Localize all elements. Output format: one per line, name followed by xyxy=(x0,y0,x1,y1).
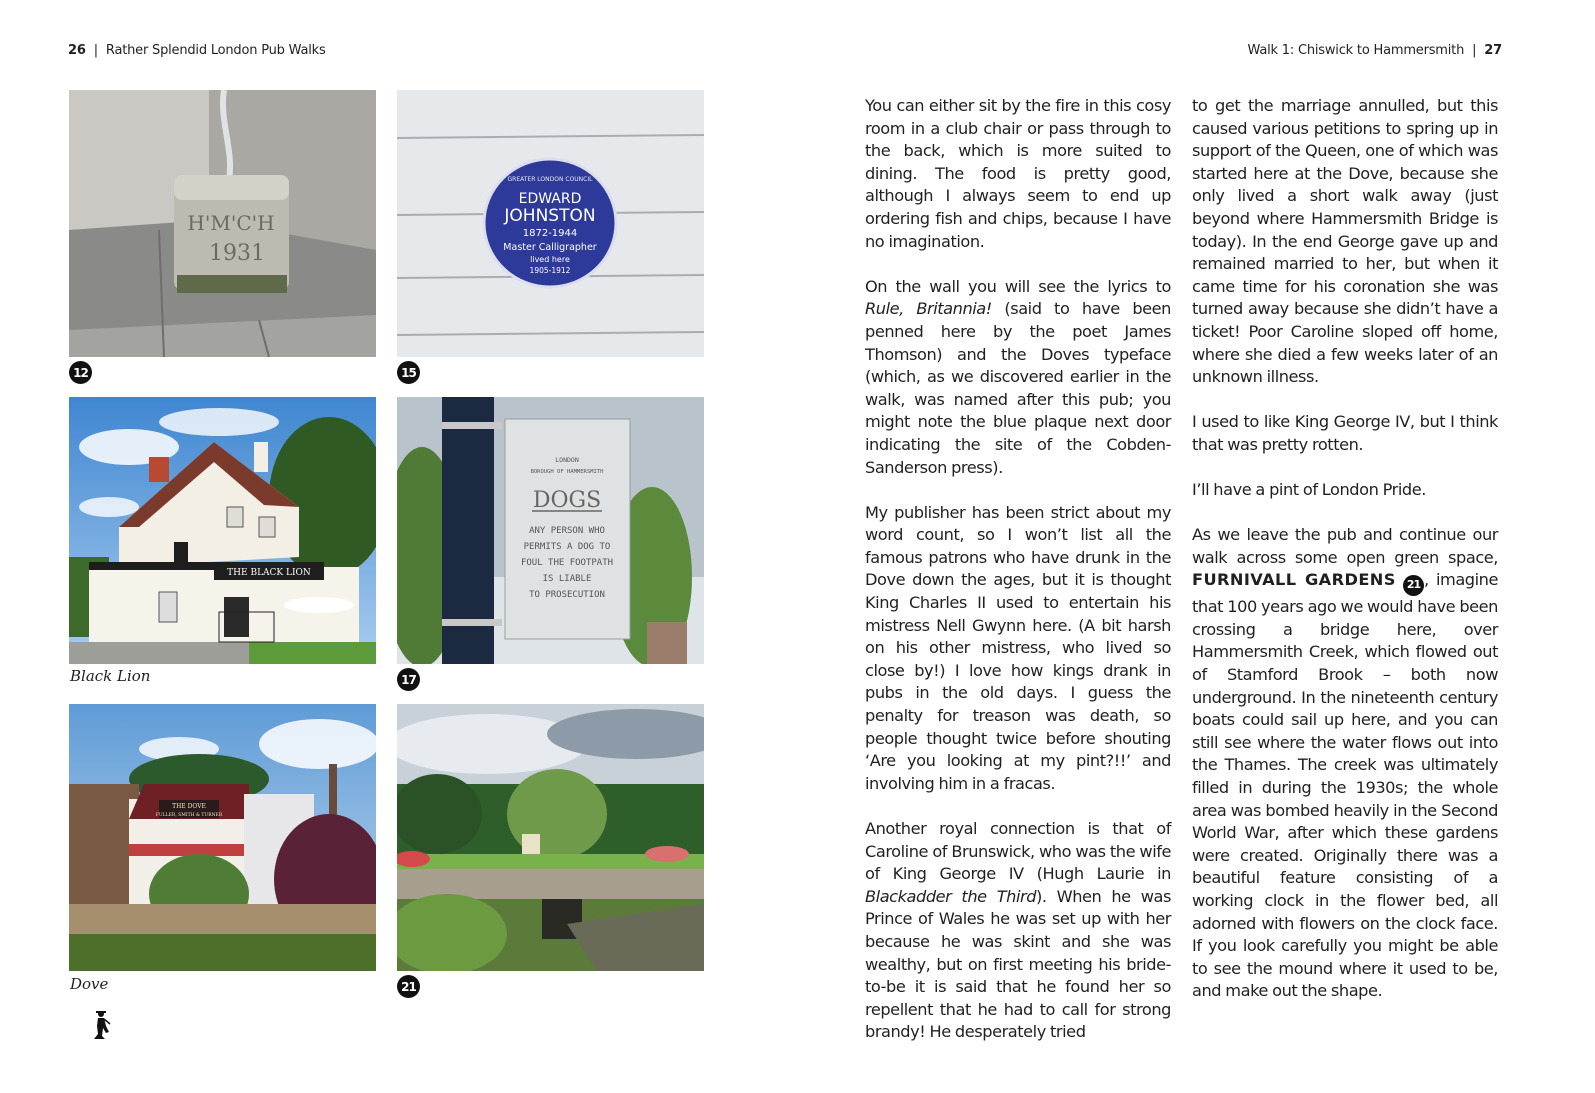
photo-caption: Dove xyxy=(70,975,109,993)
pub-sign-line-2: FULLER, SMITH & TURNER xyxy=(155,813,223,818)
location-badge: 17 xyxy=(397,668,420,691)
plaque-name-1: EDWARD xyxy=(518,191,582,207)
pub-sign-line-1: THE DOVE xyxy=(172,803,206,810)
page-number-left: 26 xyxy=(68,43,86,58)
divider: | xyxy=(1472,43,1477,58)
sign-body-line: FOUL THE FOOTPATH xyxy=(520,558,614,568)
paragraph: I’ll have a pint of London Pride. xyxy=(1192,480,1426,500)
paragraph: My publisher has been strict about my word count, so I won’t list all the famous patrons who have drunk in the Dove down the ages, but it is thought King Charles II used to entertain his mistress Nell Gwynn here. (A bit harsh on his other mistress, who lived so close by!) I love how kings drank in pubs in the old days. I guess the penalty for treason was death, so people thought twice before shouting ‘Are you looking at my pint?!!’ and involving him in a fracas. xyxy=(865,502,1171,793)
book-title: Rather Splendid London Pub Walks xyxy=(105,43,326,58)
place-name: FURNIVALL GARDENS xyxy=(1192,570,1396,590)
sign-body-line: ANY PERSON WHO xyxy=(529,526,605,536)
paragraph: to get the marriage annulled, but this caused various petitions to spring up in support of the Queen, one of which was started here at the Dove, because she only lived a short walk away (just beyond where Hammersmith Bridge is today). In the end George gave up and remained married to her, but when it came time for his coronation she was turned away because she didn’t have a ticket! Poor Caroline sloped off home, where she died a few weeks later of an unknown illness. xyxy=(1192,96,1498,387)
divider: | xyxy=(93,43,98,58)
photo-dove-pub xyxy=(69,704,376,971)
paragraph: Another royal connection is that of Caroline of Brunswick, who was the wife of King George IV (Hugh Laurie in Blackadder the Third). When he was Prince of Wales he was set up with her because he was skint and she was wealthy, but on first meeting his bride-to-be it is said that he found her so repellent that he had to call for strong brandy! He desperately tried xyxy=(865,819,1171,1042)
sign-line-2: BOROUGH OF HAMMERSMITH xyxy=(530,469,604,475)
location-badge: 21 xyxy=(1403,575,1424,596)
page-number-right: 27 xyxy=(1484,43,1502,58)
photo-black-lion-pub xyxy=(69,397,376,664)
photo-blue-plaque xyxy=(397,90,704,357)
photo-furnivall-gardens xyxy=(397,704,704,971)
sign-title: DOGS xyxy=(532,488,602,513)
walk-title: Walk 1: Chiswick to Hammersmith xyxy=(1247,43,1465,58)
photo-dogs-sign xyxy=(397,397,704,664)
show-title: Blackadder the Third xyxy=(865,886,1037,906)
location-badge: 21 xyxy=(397,975,420,998)
plaque-role: Master Calligrapher xyxy=(503,242,597,253)
walker-icon xyxy=(90,1010,114,1040)
paragraph: As we leave the pub and continue our walk across some open green space, FURNIVALL GARDENS 21 , imagine that 100 years ago we would have been crossing a bridge here, over Hammersmith Creek, which flowed out of Stamford Brook – both now underground. In the nineteenth century boats could sail up here, and you can still see where the water flows out into the Thames. The creek was ultimately filled in during the 1930s; the whole area was bombed heavily in the Second World War, after which these gardens were created. Originally there was a beautiful feature consisting of a working clock in the flower bed, all adorned with flowers on the clock face. If you look carefully you might be able to see the mound where it used to be, and make out the shape. xyxy=(1192,525,1498,1001)
stone-inscription-line2: 1931 xyxy=(209,241,265,266)
running-head-left xyxy=(68,43,326,58)
location-badge: 15 xyxy=(397,361,420,384)
song-title: Rule, Britannia! xyxy=(865,299,992,319)
body-column-left xyxy=(865,95,1171,1067)
plaque-name-2: JOHNSTON xyxy=(504,206,596,226)
paragraph: You can either sit by the fire in this cosy room in a club chair or pass through to the back, which is more suited to dining. The food is pretty good, although I always seem to end up ordering fish and chips, because I have no imagination. xyxy=(865,96,1171,251)
location-badge: 12 xyxy=(69,361,92,384)
sign-body-line: IS LIABLE xyxy=(542,574,592,584)
photo-boundary-stone xyxy=(69,90,376,357)
photo-caption: Black Lion xyxy=(70,667,151,685)
pub-sign-text: THE BLACK LION xyxy=(227,568,311,578)
body-column-right xyxy=(1192,95,1498,1026)
running-head-right xyxy=(1248,43,1502,58)
plaque-arc-text: GREATER LONDON COUNCIL xyxy=(507,176,593,183)
stone-inscription-line1: H'M'C'H xyxy=(187,211,275,235)
sign-body-line: TO PROSECUTION xyxy=(529,590,605,600)
plaque-dates: 1872-1944 xyxy=(522,228,578,239)
plaque-lived: lived here xyxy=(530,255,570,264)
paragraph: I used to like King George IV, but I think that was pretty rotten. xyxy=(1192,412,1498,454)
sign-body-line: PERMITS A DOG TO xyxy=(523,542,611,552)
sign-line-1: LONDON xyxy=(555,456,579,464)
plaque-years: 1905-1912 xyxy=(529,266,571,275)
paragraph: On the wall you will see the lyrics to Rule, Britannia! (said to have been penned here by the poet James Thomson) and the Doves typeface (which, as we discovered earlier in the walk, was named after this pub; you might note the blue plaque next door indicating the site of the Cobden-Sanderson press). xyxy=(865,276,1171,477)
